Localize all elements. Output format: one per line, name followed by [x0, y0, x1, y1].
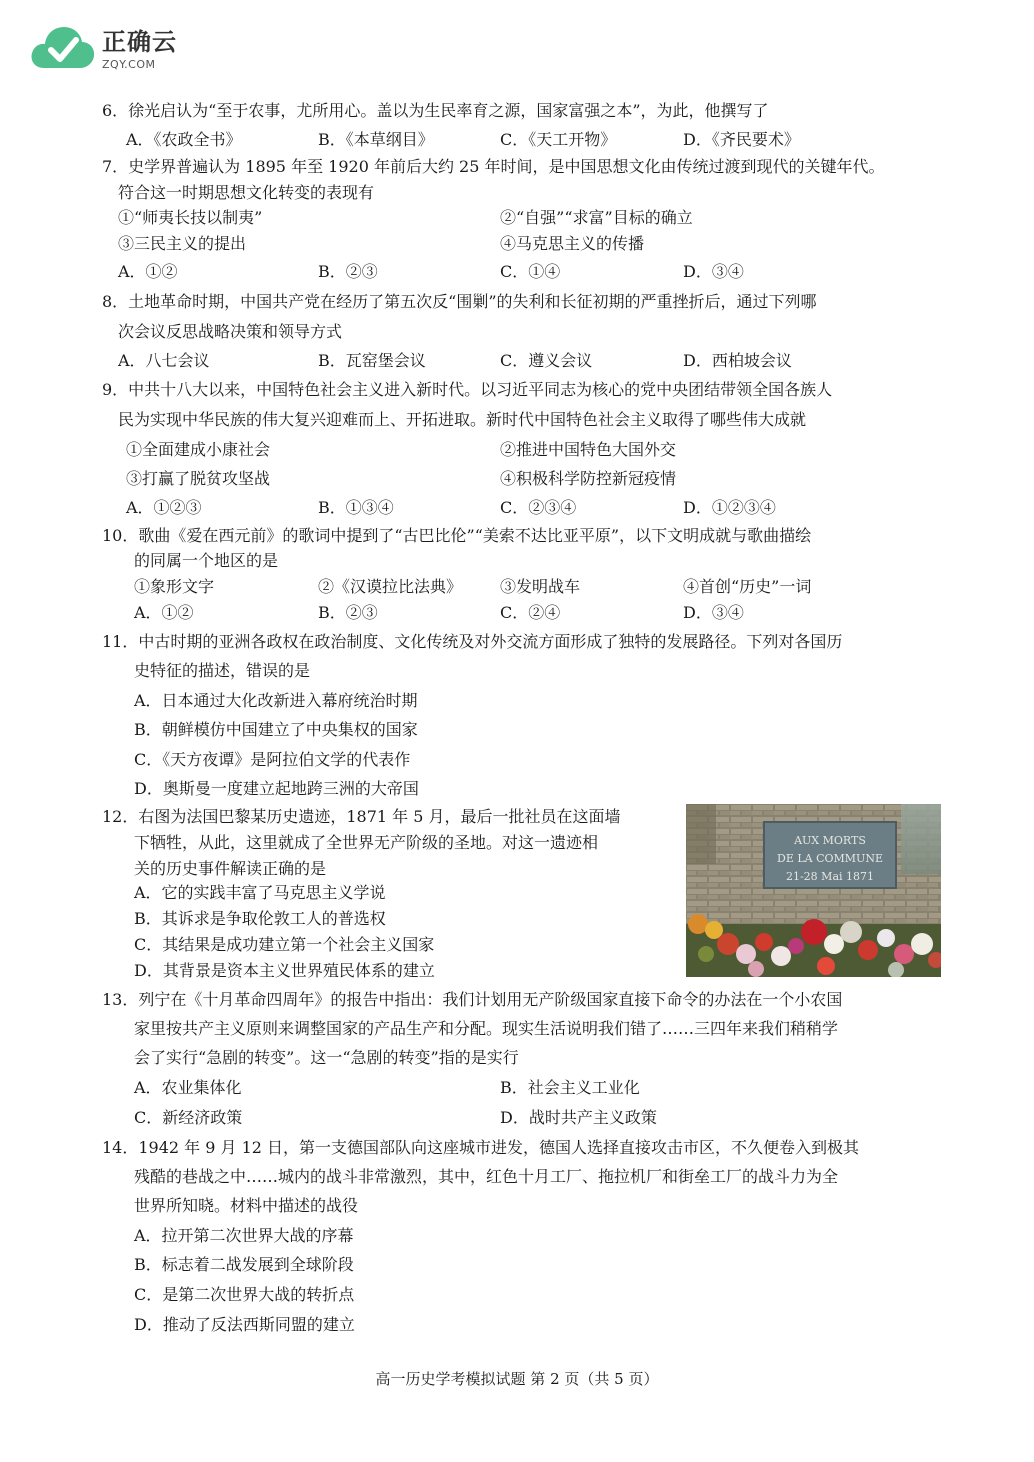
question-8-option-d: D．西柏坡会议: [683, 351, 792, 370]
question-8-option-c: C．遵义会议: [500, 351, 593, 370]
question-7-stem: 7．史学界普遍认为 1895 年至 1920 年前后大约 25 年时间，是中国思想文化由传统过渡到现代的关键年代。: [102, 157, 885, 176]
question-12-option-c: C．其结果是成功建立第一个社会主义国家: [134, 935, 435, 954]
question-14-option-b: B．标志着二战发展到全球阶段: [134, 1255, 354, 1274]
question-6-option-d: D．《齐民要术》: [683, 130, 800, 149]
question-9-item-4: ④积极科学防控新冠疫情: [500, 469, 677, 488]
question-7-option-c: C．①④: [500, 262, 561, 281]
question-11-stem-cont: 史特征的描述，错误的是: [134, 661, 311, 680]
question-12-stem: 12．右图为法国巴黎某历史遗迹，1871 年 5 月，最后一批社员在这面墙: [102, 807, 621, 826]
question-14-option-a: A．拉开第二次世界大战的序幕: [134, 1226, 354, 1245]
question-14-stem: 14．1942 年 9 月 12 日，第一支德国部队向这座城市进发，德国人选择直接攻击市区，不久便卷入到极其: [102, 1138, 860, 1157]
plaque-line-2: DE LA COMMUNE: [777, 852, 883, 865]
question-9-item-3: ③打赢了脱贫攻坚战: [126, 469, 271, 488]
question-7-item-2: ②“自强”“求富”目标的确立: [500, 208, 693, 227]
question-11-stem: 11．中古时期的亚洲各政权在政治制度、文化传统及对外交流方面形成了独特的发展路径。下列对各国历: [102, 632, 843, 651]
question-6-option-c: C．《天工开物》: [500, 130, 617, 149]
question-7-option-d: D．③④: [683, 262, 744, 281]
question-7-option-a: A．①②: [118, 262, 178, 281]
question-12-option-b: B．其诉求是争取伦敦工人的普选权: [134, 909, 386, 928]
question-6-option-b: B．《本草纲目》: [318, 130, 434, 149]
question-14-stem-cont-1: 残酷的巷战之中……城内的战斗非常激烈，其中，红色十月工厂、拖拉机厂和街垒工厂的战斗力为全: [134, 1167, 839, 1186]
logo-name: 正确云: [102, 28, 177, 56]
question-13-stem: 13．列宁在《十月革命四周年》的报告中指出：我们计划用无产阶级国家直接下命令的办法在一个小农国: [102, 990, 843, 1009]
question-9-option-a: A．①②③: [126, 498, 202, 517]
logo-domain: ZQY.COM: [102, 58, 156, 71]
question-10-stem: 10．歌曲《爱在西元前》的歌词中提到了“古巴比伦”“美索不达比亚平原”，以下文明成就与歌曲描绘: [102, 526, 812, 545]
wall-illustration: [686, 804, 941, 977]
question-13-option-b: B．社会主义工业化: [500, 1078, 640, 1097]
question-7-stem-cont: 符合这一时期思想文化转变的表现有: [118, 183, 375, 202]
question-10-stem-cont: 的同属一个地区的是: [134, 551, 279, 570]
question-14-stem-cont-2: 世界所知晓。材料中描述的战役: [134, 1196, 359, 1215]
question-6-option-a: A．《农政全书》: [126, 130, 242, 149]
question-13-option-c: C．新经济政策: [134, 1108, 243, 1127]
question-14-option-d: D．推动了反法西斯同盟的建立: [134, 1315, 355, 1334]
question-6-stem: 6．徐光启认为“至于农事，尤所用心。盖以为生民率育之源，国家富强之本”，为此，他撰写了: [102, 101, 769, 120]
question-13-option-d: D．战时共产主义政策: [500, 1108, 657, 1127]
question-7-item-3: ③三民主义的提出: [118, 234, 247, 253]
question-7-option-b: B．②③: [318, 262, 378, 281]
question-7-item-1: ①“师夷长技以制夷”: [118, 208, 263, 227]
question-14-option-c: C．是第二次世界大战的转折点: [134, 1285, 355, 1304]
plaque-line-1: AUX MORTS: [794, 834, 866, 847]
question-11-option-a: A．日本通过大化改新进入幕府统治时期: [134, 691, 418, 710]
communards-wall-photo: [686, 804, 941, 977]
question-8-option-a: A．八七会议: [118, 351, 210, 370]
question-12-option-d: D．其背景是资本主义世界殖民体系的建立: [134, 961, 435, 980]
question-8-option-b: B．瓦窑堡会议: [318, 351, 426, 370]
question-12-stem-cont-2: 关的历史事件解读正确的是: [134, 859, 327, 878]
question-10-option-c: C．②④: [500, 603, 561, 622]
page-footer: 高一历史学考模拟试题 第 2 页（共 5 页）: [375, 1370, 659, 1388]
question-10-item-1: ①象形文字: [134, 577, 215, 596]
question-13-option-a: A．农业集体化: [134, 1078, 242, 1097]
question-10-option-d: D．③④: [683, 603, 744, 622]
question-9-item-2: ②推进中国特色大国外交: [500, 440, 677, 459]
question-8-stem-cont: 次会议反思战略决策和领导方式: [118, 322, 343, 341]
question-9-item-1: ①全面建成小康社会: [126, 440, 271, 459]
question-10-item-2: ②《汉谟拉比法典》: [318, 577, 463, 596]
question-12-stem-cont-1: 下牺牲，从此，这里就成了全世界无产阶级的圣地。对这一遗迹相: [134, 833, 599, 852]
question-10-item-4: ④首创“历史”一词: [683, 577, 812, 596]
question-9-stem: 9．中共十八大以来，中国特色社会主义进入新时代。以习近平同志为核心的党中央团结带领全国各族人: [102, 380, 833, 399]
question-9-option-b: B．①③④: [318, 498, 394, 517]
question-9-option-c: C．②③④: [500, 498, 577, 517]
question-9-stem-cont: 民为实现中华民族的伟大复兴迎难而上、开拓进取。新时代中国特色社会主义取得了哪些伟大成就: [118, 410, 807, 429]
question-7-item-4: ④马克思主义的传播: [500, 234, 645, 253]
question-12-option-a: A．它的实践丰富了马克思主义学说: [134, 883, 386, 902]
plaque-line-3: 21-28 Mai 1871: [785, 870, 875, 883]
question-13-stem-cont-1: 家里按共产主义原则来调整国家的产品生产和分配。现实生活说明我们错了……三四年来我们稍稍学: [134, 1019, 839, 1038]
question-11-option-c: C．《天方夜谭》是阿拉伯文学的代表作: [134, 750, 411, 769]
question-10-option-a: A．①②: [134, 603, 194, 622]
question-11-option-b: B．朝鲜模仿中国建立了中央集权的国家: [134, 720, 418, 739]
question-11-option-d: D．奥斯曼一度建立起地跨三洲的大帝国: [134, 779, 419, 798]
question-10-option-b: B．②③: [318, 603, 378, 622]
question-10-item-3: ③发明战车: [500, 577, 581, 596]
question-9-option-d: D．①②③④: [683, 498, 776, 517]
question-13-stem-cont-2: 会了实行“急剧的转变”。这一“急剧的转变”指的是实行: [134, 1048, 519, 1067]
question-8-stem: 8．土地革命时期，中国共产党在经历了第五次反“围剿”的失利和长征初期的严重挫折后，通过下列哪: [102, 292, 817, 311]
